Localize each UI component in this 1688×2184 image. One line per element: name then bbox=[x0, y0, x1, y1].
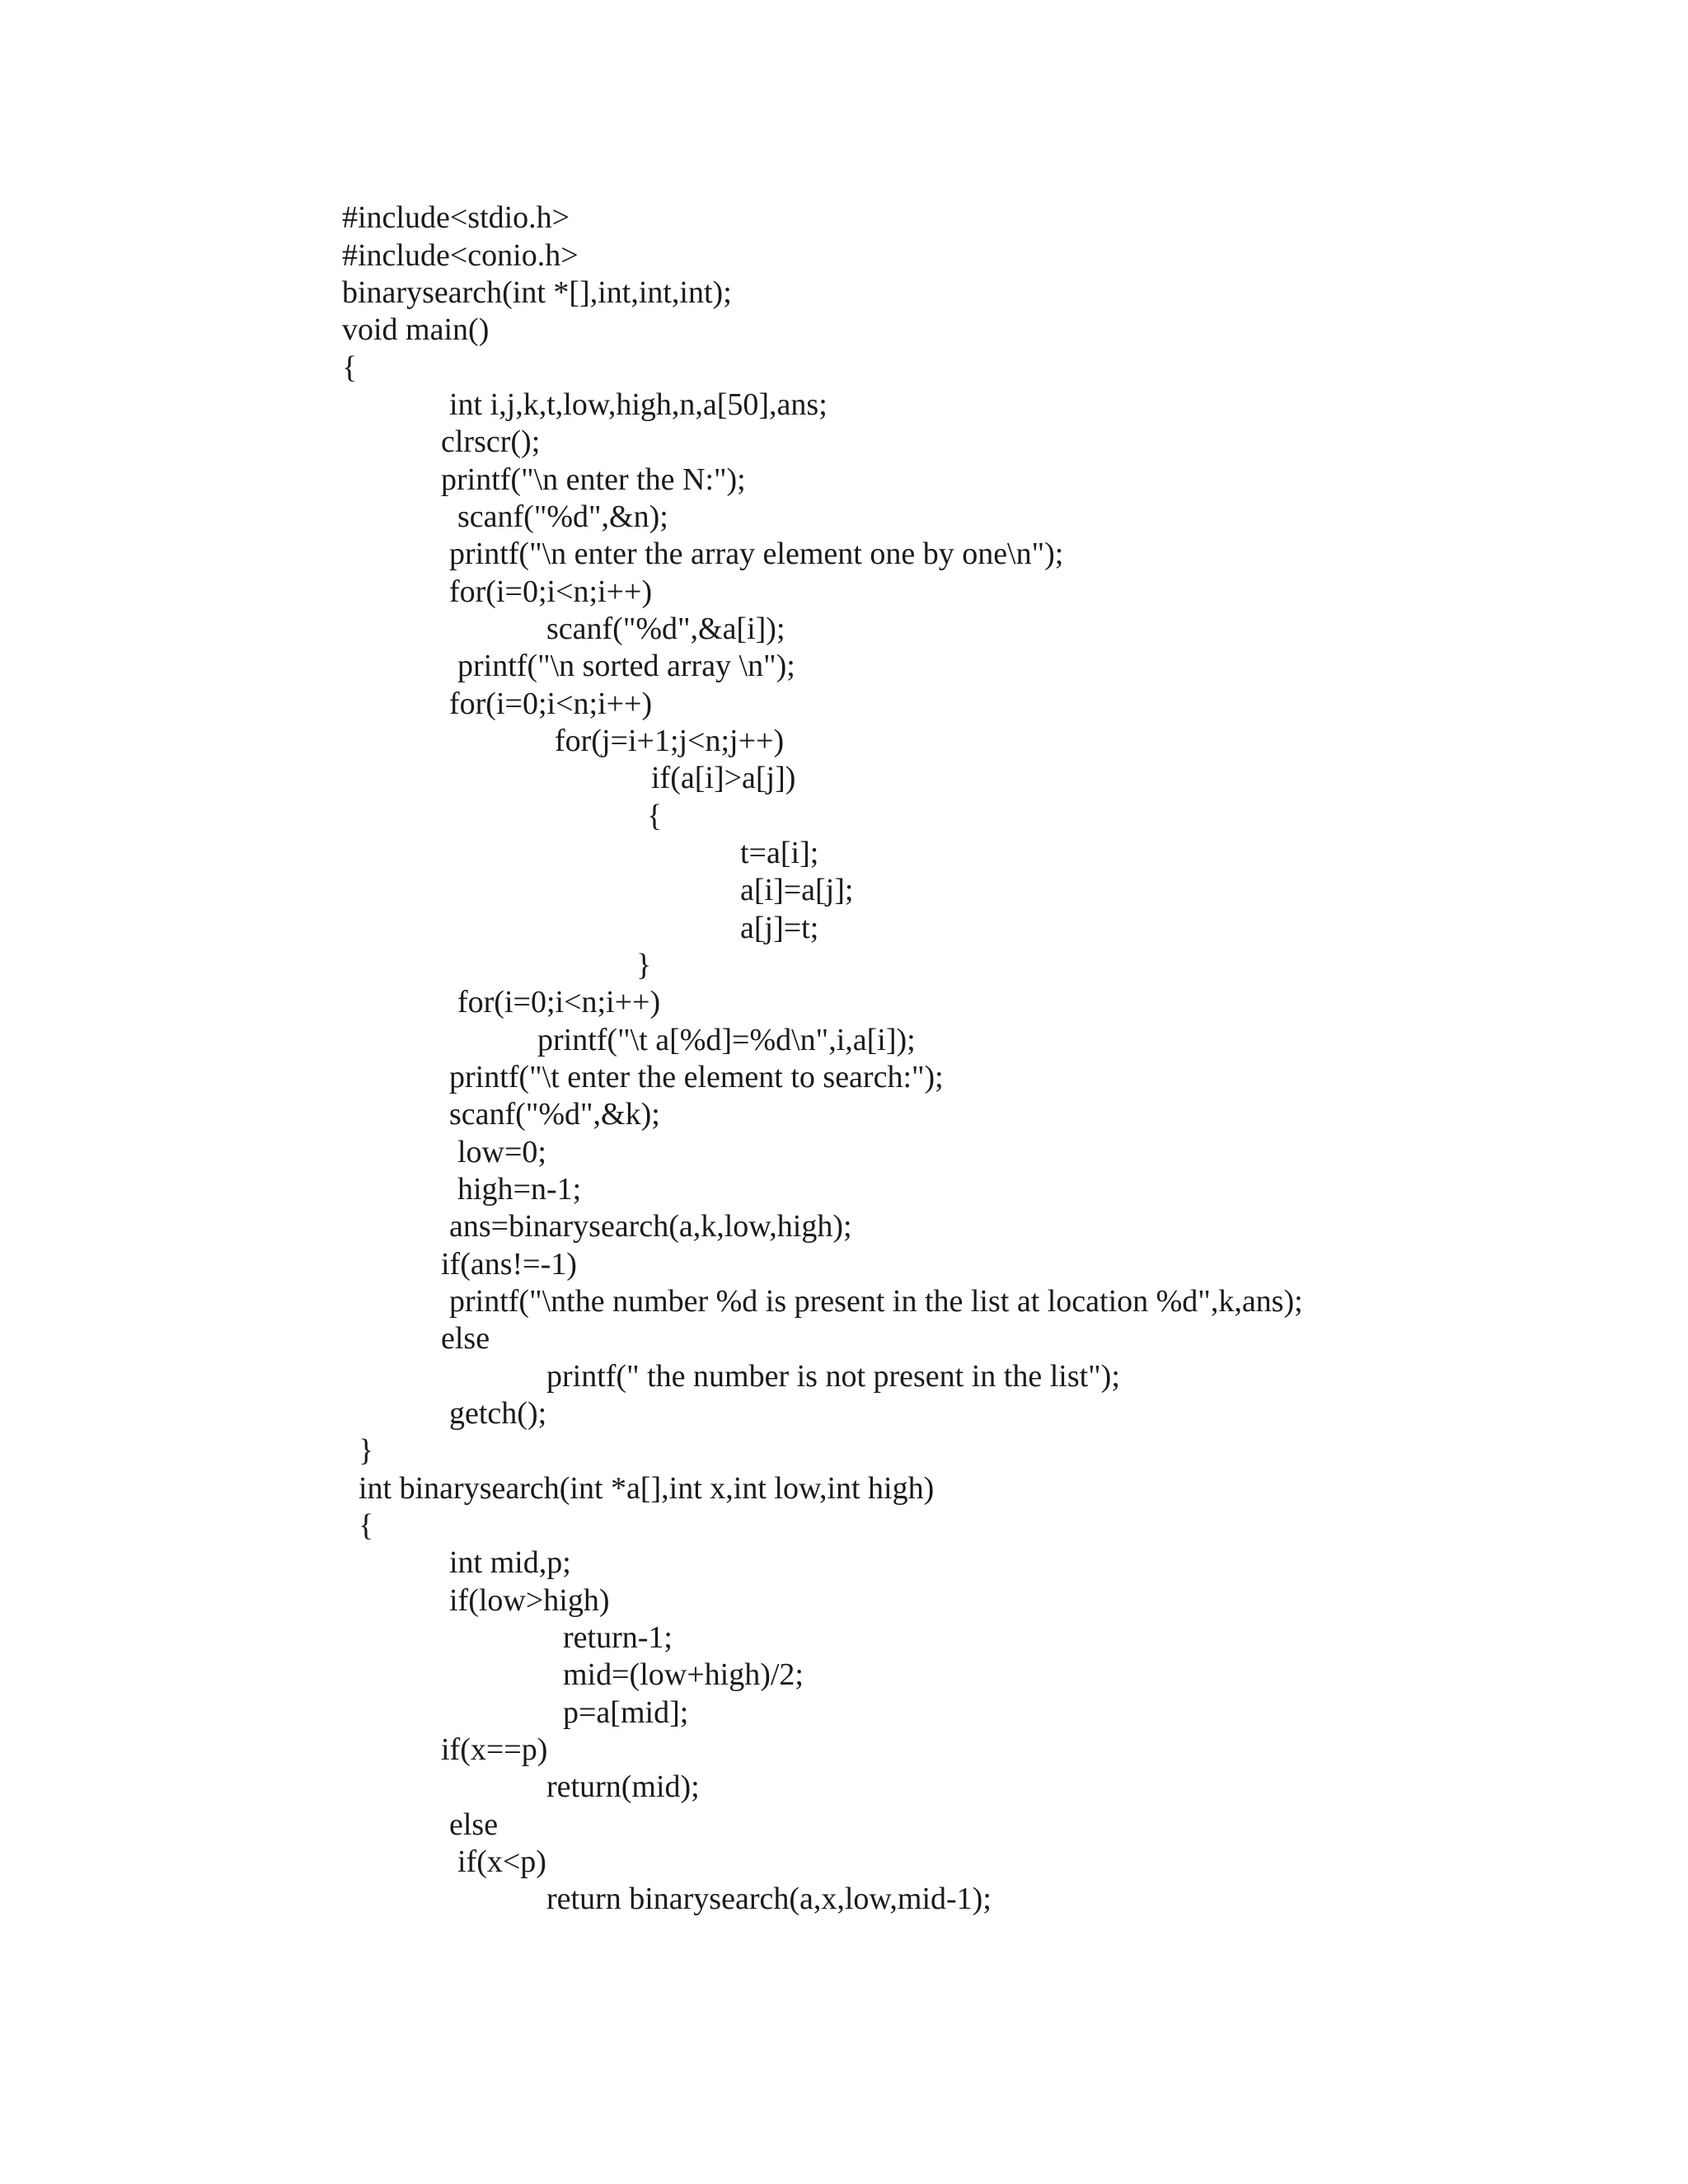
code-line: printf("\n enter the N:"); bbox=[441, 462, 746, 497]
code-line: printf(" the number is not present in the list"); bbox=[546, 1359, 1120, 1394]
code-line: for(i=0;i<n;i++) bbox=[449, 574, 653, 609]
code-line: printf("\t a[%d]=%d\n",i,a[i]); bbox=[537, 1023, 916, 1057]
code-line: if(x==p) bbox=[441, 1732, 548, 1767]
code-line: scanf("%d",&a[i]); bbox=[546, 612, 785, 646]
code-line: binarysearch(int *[],int,int,int); bbox=[342, 275, 732, 310]
code-line: for(i=0;i<n;i++) bbox=[457, 985, 661, 1019]
code-line: #include<conio.h> bbox=[342, 238, 579, 273]
code-line: else bbox=[449, 1807, 499, 1842]
code-line: printf("\n sorted array \n"); bbox=[457, 649, 795, 683]
code-line: return binarysearch(a,x,low,mid-1); bbox=[546, 1882, 992, 1916]
code-line: high=n-1; bbox=[457, 1172, 582, 1207]
code-line: p=a[mid]; bbox=[563, 1695, 689, 1730]
code-line: for(j=i+1;j<n;j++) bbox=[555, 724, 785, 758]
code-line: ans=binarysearch(a,k,low,high); bbox=[449, 1209, 852, 1244]
code-line: t=a[i]; bbox=[740, 836, 819, 870]
code-line: for(i=0;i<n;i++) bbox=[449, 687, 653, 721]
code-line: scanf("%d",&k); bbox=[449, 1097, 660, 1132]
code-line: { bbox=[359, 1508, 374, 1543]
code-line: printf("\t enter the element to search:"); bbox=[449, 1060, 944, 1094]
code-line: low=0; bbox=[457, 1135, 546, 1169]
code-line: if(a[i]>a[j]) bbox=[651, 761, 796, 795]
code-line: } bbox=[359, 1433, 374, 1468]
code-line: int mid,p; bbox=[449, 1545, 571, 1580]
code-line: { bbox=[647, 799, 663, 833]
code-line: mid=(low+high)/2; bbox=[563, 1657, 804, 1692]
code-line: getch(); bbox=[449, 1396, 547, 1431]
code-line: #include<stdio.h> bbox=[342, 200, 570, 235]
code-line: a[i]=a[j]; bbox=[740, 873, 854, 907]
code-line: void main() bbox=[342, 312, 490, 347]
code-line: clrscr(); bbox=[441, 424, 541, 459]
code-line: int i,j,k,t,low,high,n,a[50],ans; bbox=[449, 387, 828, 422]
code-line: if(low>high) bbox=[449, 1583, 610, 1618]
code-line: int binarysearch(int *a[],int x,int low,int high) bbox=[359, 1471, 935, 1506]
code-line: printf("\nthe number %d is present in the list at location %d",k,ans); bbox=[449, 1284, 1303, 1319]
code-line: printf("\n enter the array element one by one\n"); bbox=[449, 537, 1064, 571]
code-line: { bbox=[342, 350, 358, 385]
code-line: if(ans!=-1) bbox=[441, 1247, 577, 1282]
code-line: return-1; bbox=[563, 1620, 673, 1655]
code-line: scanf("%d",&n); bbox=[457, 499, 668, 534]
code-line: } bbox=[636, 948, 652, 982]
code-line: else bbox=[441, 1321, 490, 1356]
code-line: if(x<p) bbox=[457, 1844, 546, 1879]
code-line: a[j]=t; bbox=[740, 911, 819, 945]
code-line: return(mid); bbox=[546, 1769, 700, 1804]
